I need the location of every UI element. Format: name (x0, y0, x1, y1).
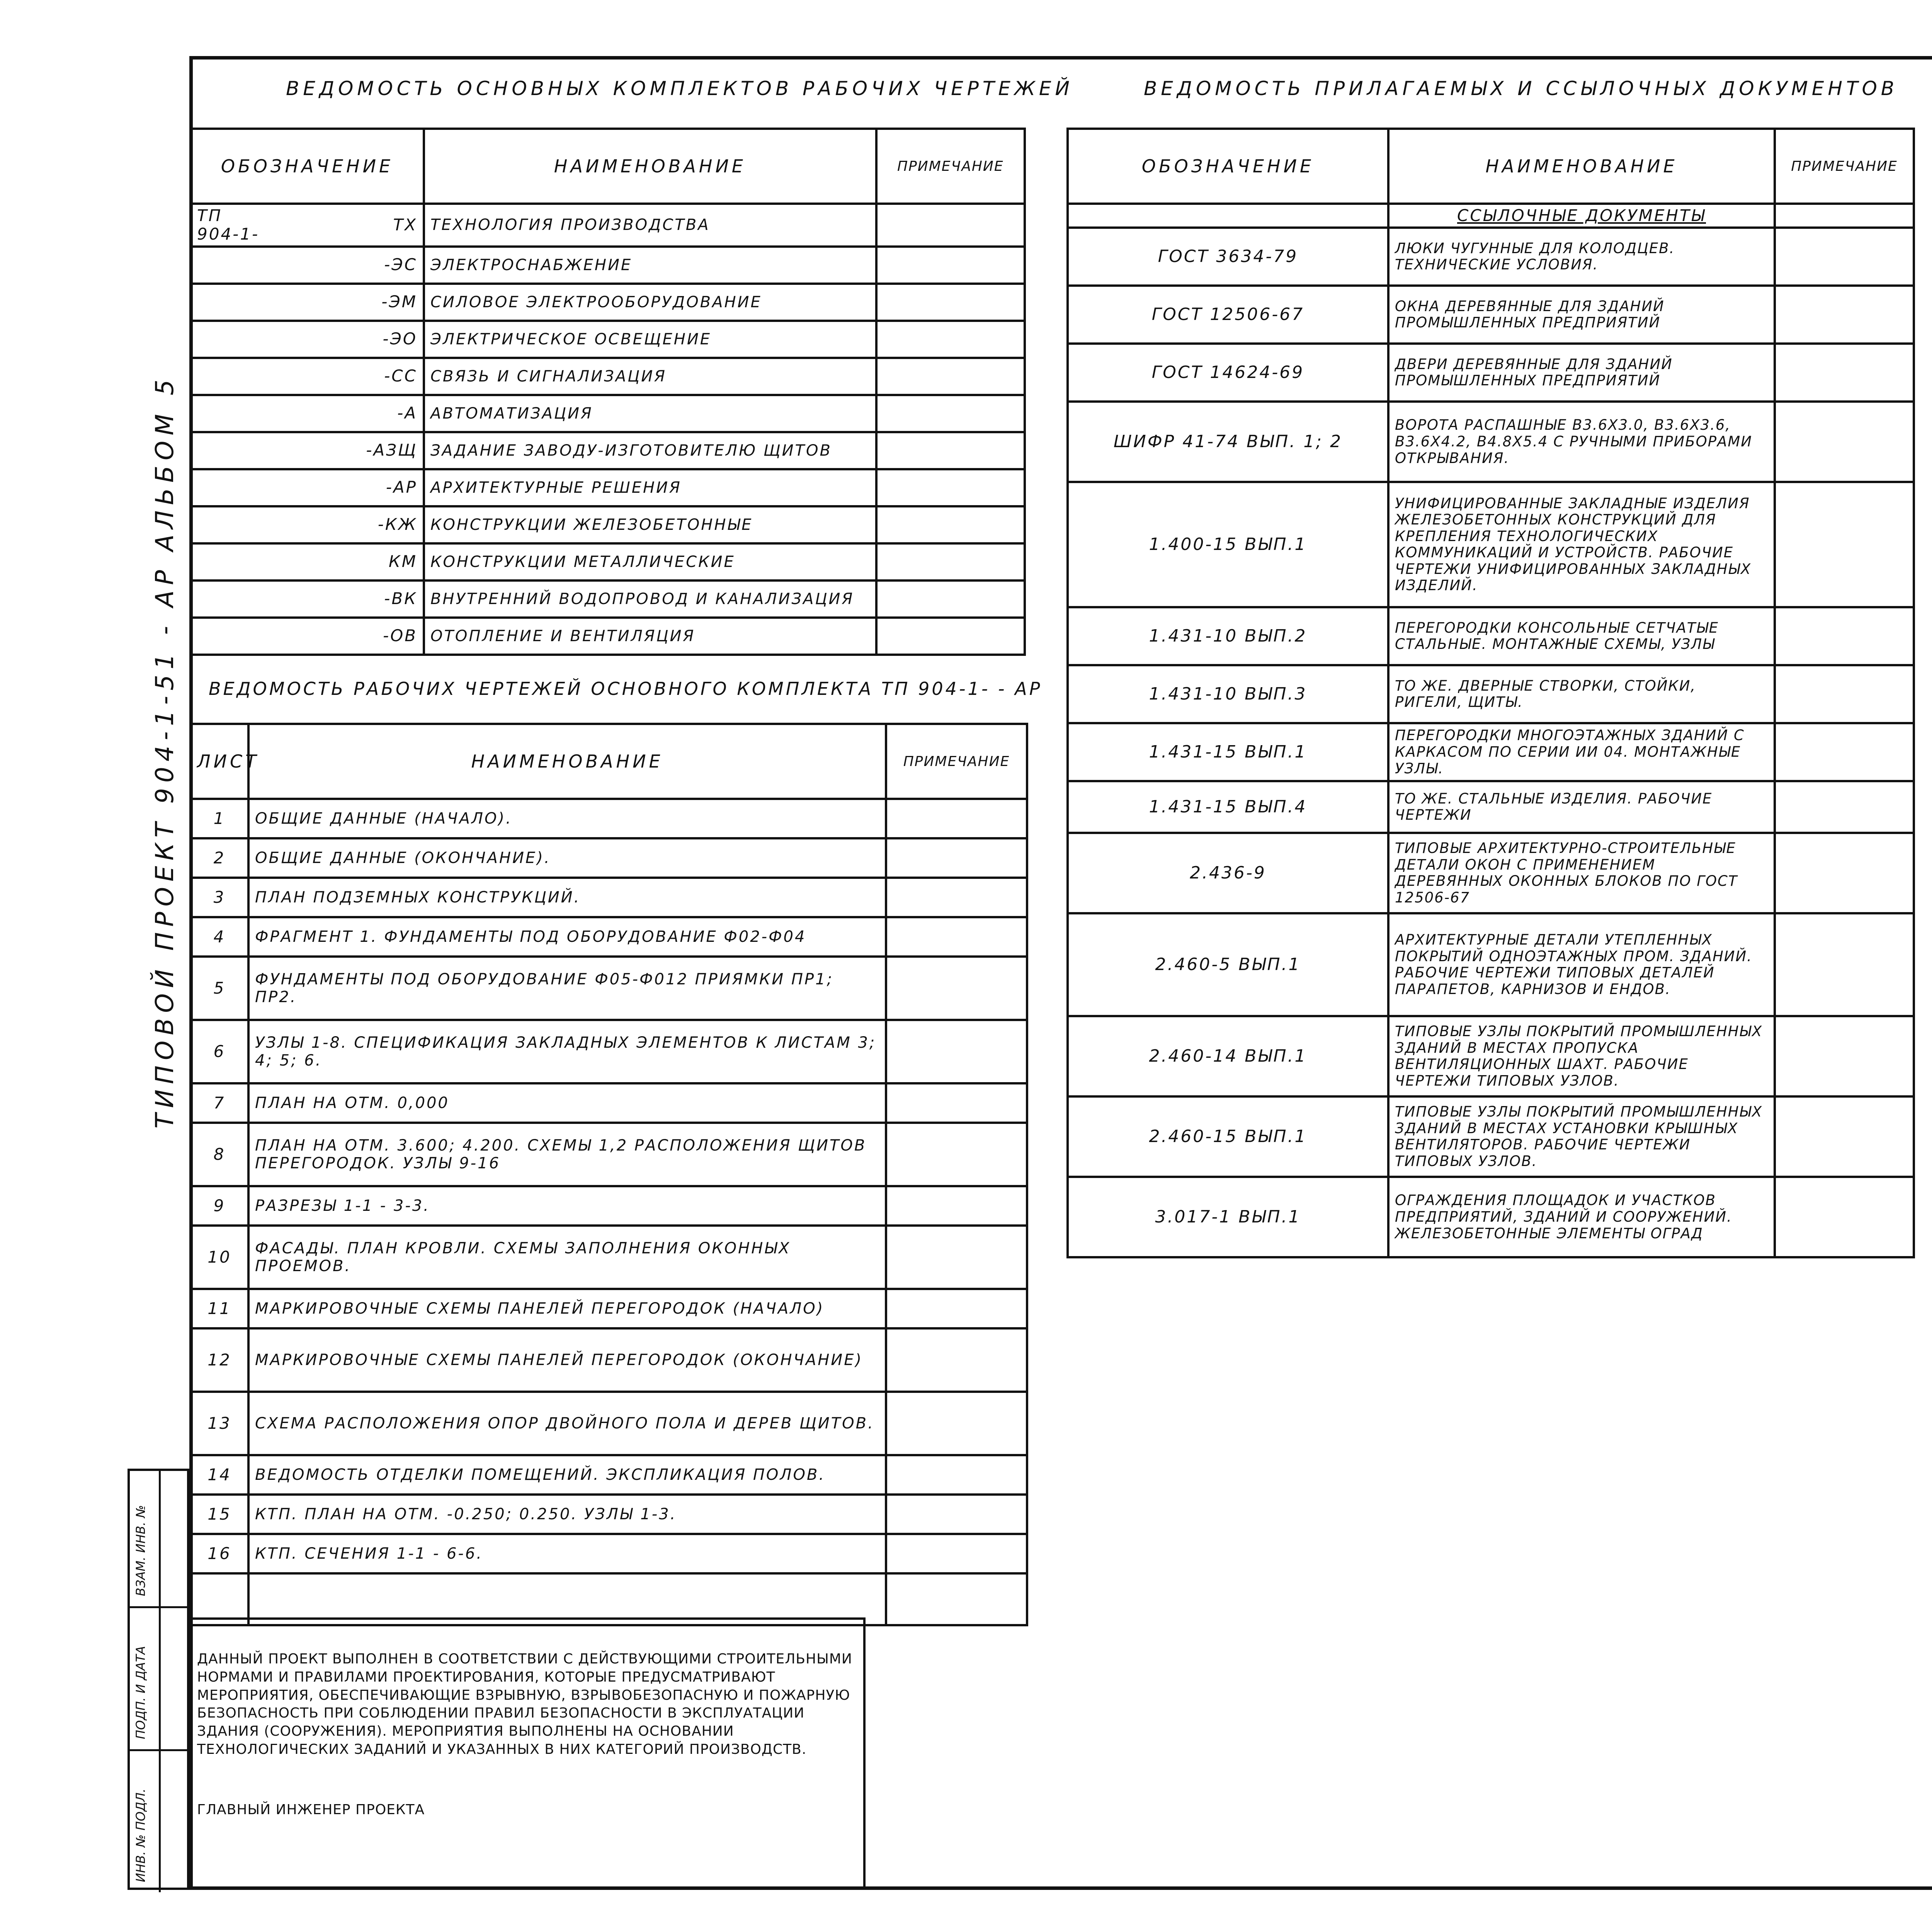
cell-note (1775, 228, 1914, 286)
cell-name: ТИПОВЫЕ УЗЛЫ ПОКРЫТИЙ ПРОМЫШЛЕННЫХ ЗДАНИЙ В МЕСТАХ УСТАНОВКИ КРЫШНЫХ ВЕНТИЛЯТОРОВ. РАБОЧИЕ ЧЕРТЕЖИ ТИПОВЫХ УЗЛОВ. (1388, 1096, 1775, 1177)
cell-name: ЭЛЕКТРОСНАБЖЕНИЕ (424, 247, 876, 284)
cell-note (1775, 665, 1914, 723)
cell-name: ПЛАН НА ОТМ. 0,000 (248, 1083, 886, 1123)
cell-note (886, 1289, 1027, 1328)
table-row (1068, 1016, 1914, 1096)
table-row (190, 395, 1025, 432)
cell-name: УЗЛЫ 1-8. СПЕЦИФИКАЦИЯ ЗАКЛАДНЫХ ЭЛЕМЕНТОВ К ЛИСТАМ 3; 4; 5; 6. (248, 1020, 886, 1083)
cell-note (1775, 1096, 1914, 1177)
cell-sheet: 6 (190, 1020, 248, 1083)
cell-code: 2.460-5 ВЫП.1 (1068, 913, 1388, 1016)
cell-suffix: -ЭМ (276, 284, 424, 321)
cell-note (1775, 344, 1914, 402)
cell-note (886, 917, 1027, 957)
cell-name: КТП. СЕЧЕНИЯ 1-1 - 6-6. (248, 1534, 886, 1573)
cell-note (876, 395, 1025, 432)
cell-code: ГОСТ 12506-67 (1068, 286, 1388, 344)
cell-note (876, 506, 1025, 543)
table-row (190, 1123, 1027, 1186)
cell-suffix: -ЭС (276, 247, 424, 284)
cell-name: ТИПОВЫЕ УЗЛЫ ПОКРЫТИЙ ПРОМЫШЛЕННЫХ ЗДАНИЙ В МЕСТАХ ПРОПУСКА ВЕНТИЛЯЦИОННЫХ ШАХТ. РАБОЧИЕ ЧЕРТЕЖИ ТИПОВЫХ УЗЛОВ. (1388, 1016, 1775, 1096)
cell-code: 2.460-15 ВЫП.1 (1068, 1096, 1388, 1177)
table-row (190, 1289, 1027, 1328)
cell-code: ГОСТ 3634-79 (1068, 228, 1388, 286)
table-row (190, 1186, 1027, 1226)
left-section-title: ВЕДОМОСТЬ ОСНОВНЫХ КОМПЛЕКТОВ РАБОЧИХ ЧЕРТЕЖЕЙ (286, 77, 1073, 100)
cell-note (1775, 482, 1914, 607)
table-row (190, 321, 1025, 358)
col-header-code: ОБОЗНАЧЕНИЕ (1068, 129, 1388, 204)
cell-code: 1.431-15 ВЫП.1 (1068, 723, 1388, 781)
cell-name: ЭЛЕКТРИЧЕСКОЕ ОСВЕЩЕНИЕ (424, 321, 876, 358)
cell-name: ФРАГМЕНТ 1. ФУНДАМЕНТЫ ПОД ОБОРУДОВАНИЕ Ф02-Ф04 (248, 917, 886, 957)
cell-name: ТО ЖЕ. ДВЕРНЫЕ СТВОРКИ, СТОЙКИ, РИГЕЛИ, ЩИТЫ. (1388, 665, 1775, 723)
cell-code: ШИФР 41-74 ВЫП. 1; 2 (1068, 402, 1388, 482)
col-header-name: НАИМЕНОВАНИЕ (248, 724, 886, 799)
table-row (1068, 228, 1914, 286)
table-row (1068, 607, 1914, 665)
cell-note (876, 247, 1025, 284)
cell-sheet: 10 (190, 1226, 248, 1289)
cell-name: ПЕРЕГОРОДКИ КОНСОЛЬНЫЕ СЕТЧАТЫЕ СТАЛЬНЫЕ. МОНТАЖНЫЕ СХЕМЫ, УЗЛЫ (1388, 607, 1775, 665)
col-header-note: ПРИМЕЧАНИЕ (876, 129, 1025, 204)
table-row (1068, 344, 1914, 402)
cell-code (190, 284, 276, 321)
cell-name: ЗАДАНИЕ ЗАВОДУ-ИЗГОТОВИТЕЛЮ ЩИТОВ (424, 432, 876, 469)
cell-sheet: 15 (190, 1495, 248, 1534)
cell-code: 2.460-14 ВЫП.1 (1068, 1016, 1388, 1096)
cell-code: 1.431-15 ВЫП.4 (1068, 781, 1388, 833)
table-row (1068, 781, 1914, 833)
cell-note (876, 469, 1025, 506)
table-row (190, 506, 1025, 543)
cell-note (886, 838, 1027, 878)
col-header-sheet: ЛИСТ (190, 724, 248, 799)
cell-code (190, 618, 276, 655)
chief-engineer-label: ГЛАВНЫЙ ИНЖЕНЕР ПРОЕКТА (197, 1802, 425, 1818)
cell-note (886, 878, 1027, 917)
cell-name: ТИПОВЫЕ АРХИТЕКТУРНО-СТРОИТЕЛЬНЫЕ ДЕТАЛИ ОКОН С ПРИМЕНЕНИЕМ ДЕРЕВЯННЫХ ОКОННЫХ БЛОКОВ ПО ГОСТ 12506-67 (1388, 833, 1775, 913)
table-row (1068, 723, 1914, 781)
table-row (190, 957, 1027, 1020)
cell-suffix: КМ (276, 543, 424, 580)
table-row (190, 1328, 1027, 1392)
cell-name: ЛЮКИ ЧУГУННЫЕ ДЛЯ КОЛОДЦЕВ. ТЕХНИЧЕСКИЕ УСЛОВИЯ. (1388, 228, 1775, 286)
cell-name: ОТОПЛЕНИЕ И ВЕНТИЛЯЦИЯ (424, 618, 876, 655)
cell-note (876, 204, 1025, 247)
project-note: ДАННЫЙ ПРОЕКТ ВЫПОЛНЕН В СООТВЕТСТВИИ С ДЕЙСТВУЮЩИМИ СТРОИТЕЛЬНЫМИ НОРМАМИ И ПРАВИЛАМИ ПРОЕКТИРОВАНИЯ, КОТОРЫЕ ПРЕДУСМАТРИВАЮТ МЕРОПРИЯТИЯ, ОБЕСПЕЧИВАЮЩИЕ ВЗРЫВНУЮ, ВЗРЫВОБЕЗОПАСНУЮ И ПОЖАРНУЮ БЕЗОПАСНОСТЬ ПРИ СОБЛЮДЕНИИ ПРАВИЛ БЕЗОПАСНОСТИ В ЭКСПЛУАТАЦИИ ЗДАНИЯ (СООРУЖЕНИЯ). МЕРОПРИЯТИЯ ВЫПОЛНЕНЫ НА ОСНОВАНИИ ТЕХНОЛОГИЧЕСКИХ ЗАДАНИЙ И УКАЗАННЫХ В НИХ КАТЕГОРИЙ ПРОИЗВОДСТВ. (197, 1651, 852, 1757)
cell-name: МАРКИРОВОЧНЫЕ СХЕМЫ ПАНЕЛЕЙ ПЕРЕГОРОДОК (НАЧАЛО) (248, 1289, 886, 1328)
table-row (190, 1226, 1027, 1289)
middle-section-title: ВЕДОМОСТЬ ПРИЛАГАЕМЫХ И ССЫЛОЧНЫХ ДОКУМЕНТОВ (1144, 77, 1898, 100)
cell-note (1775, 723, 1914, 781)
cell-note (886, 1573, 1027, 1625)
cell-name: УНИФИЦИРОВАННЫЕ ЗАКЛАДНЫЕ ИЗДЕЛИЯ ЖЕЛЕЗОБЕТОННЫХ КОНСТРУКЦИЙ ДЛЯ КРЕПЛЕНИЯ ТЕХНОЛОГИЧЕСКИХ КОММУНИКАЦИЙ И УСТРОЙСТВ. РАБОЧИЕ ЧЕРТЕЖИ УНИФИЦИРОВАННЫХ ЗАКЛАДНЫХ ИЗДЕЛИЙ. (1388, 482, 1775, 607)
referenced-docs-table (1066, 128, 1915, 1258)
cell-code (190, 247, 276, 284)
cell-note (886, 799, 1027, 838)
cell-name: ОБЩИЕ ДАННЫЕ (ОКОНЧАНИЕ). (248, 838, 886, 878)
cell-suffix: -КЖ (276, 506, 424, 543)
table-row (190, 838, 1027, 878)
cell-note (1775, 1016, 1914, 1096)
table-row (190, 1020, 1027, 1083)
cell-note (886, 1123, 1027, 1186)
table-row (190, 1392, 1027, 1455)
col-header-note: ПРИМЕЧАНИЕ (886, 724, 1027, 799)
col-header-name: НАИМЕНОВАНИЕ (424, 129, 876, 204)
table-row (190, 1083, 1027, 1123)
cell-note (1775, 286, 1914, 344)
cell-sheet: 7 (190, 1083, 248, 1123)
subheading-referenced: ССЫЛОЧНЫЕ ДОКУМЕНТЫ (1388, 204, 1775, 228)
cell-name: КОНСТРУКЦИИ МЕТАЛЛИЧЕСКИЕ (424, 543, 876, 580)
cell-sheet: 1 (190, 799, 248, 838)
table-row (190, 618, 1025, 655)
cell-sheet: 3 (190, 878, 248, 917)
drawings-table (189, 723, 1028, 1626)
cell-note (876, 580, 1025, 618)
cell-note (876, 543, 1025, 580)
cell-note (1775, 607, 1914, 665)
table-row (190, 247, 1025, 284)
table-row (190, 469, 1025, 506)
table-row (1068, 665, 1914, 723)
cell-code (190, 506, 276, 543)
col-header-code: ОБОЗНАЧЕНИЕ (190, 129, 424, 204)
table-row (190, 917, 1027, 957)
cell-note (1775, 1177, 1914, 1257)
side-label-sign: ПОДП. И ДАТА (133, 1646, 148, 1739)
cell-note (886, 1083, 1027, 1123)
cell-code: ТП 904-1- (190, 204, 276, 247)
cell-name: ДВЕРИ ДЕРЕВЯННЫЕ ДЛЯ ЗДАНИЙ ПРОМЫШЛЕННЫХ ПРЕДПРИЯТИЙ (1388, 344, 1775, 402)
table-row (190, 543, 1025, 580)
table-row (1068, 1177, 1914, 1257)
cell-note (876, 321, 1025, 358)
table-row (190, 284, 1025, 321)
cell-name: МАРКИРОВОЧНЫЕ СХЕМЫ ПАНЕЛЕЙ ПЕРЕГОРОДОК (ОКОНЧАНИЕ) (248, 1328, 886, 1392)
cell-name: СХЕМА РАСПОЛОЖЕНИЯ ОПОР ДВОЙНОГО ПОЛА И ДЕРЕВ ЩИТОВ. (248, 1392, 886, 1455)
table-row (1068, 482, 1914, 607)
cell-name: ПЕРЕГОРОДКИ МНОГОЭТАЖНЫХ ЗДАНИЙ С КАРКАСОМ ПО СЕРИИ ИИ 04. МОНТАЖНЫЕ УЗЛЫ. (1388, 723, 1775, 781)
cell-note (886, 1534, 1027, 1573)
cell-code (190, 358, 276, 395)
cell-note (886, 1226, 1027, 1289)
table-row (1068, 286, 1914, 344)
table-row (190, 1534, 1027, 1573)
cell-code (190, 543, 276, 580)
cell-code: 3.017-1 ВЫП.1 (1068, 1177, 1388, 1257)
table-row (190, 580, 1025, 618)
cell-note (886, 1328, 1027, 1392)
cell-name: СИЛОВОЕ ЭЛЕКТРООБОРУДОВАНИЕ (424, 284, 876, 321)
cell-suffix: -А (276, 395, 424, 432)
table-row (190, 432, 1025, 469)
cell-code: ГОСТ 14624-69 (1068, 344, 1388, 402)
cell-code (190, 432, 276, 469)
cell-suffix: -ВК (276, 580, 424, 618)
album-side-label: ТИПОВОЙ ПРОЕКТ 904-1-51 - АР АЛЬБОМ 5 (151, 374, 179, 1129)
cell-code (190, 395, 276, 432)
col-header-note: ПРИМЕЧАНИЕ (1775, 129, 1914, 204)
table-row (190, 204, 1025, 247)
cell-sheet: 5 (190, 957, 248, 1020)
cell-name: ПЛАН ПОДЗЕМНЫХ КОНСТРУКЦИЙ. (248, 878, 886, 917)
cell-code: 1.400-15 ВЫП.1 (1068, 482, 1388, 607)
cell-note (1775, 833, 1914, 913)
cell-name: ВОРОТА РАСПАШНЫЕ В3.6Х3.0, В3.6Х3.6, В3.6Х4.2, В4.8Х5.4 С РУЧНЫМИ ПРИБОРАМИ ОТКРЫВАНИЯ. (1388, 402, 1775, 482)
cell-sheet: 4 (190, 917, 248, 957)
cell-name: ФАСАДЫ. ПЛАН КРОВЛИ. СХЕМЫ ЗАПОЛНЕНИЯ ОКОННЫХ ПРОЕМОВ. (248, 1226, 886, 1289)
cell-name: АРХИТЕКТУРНЫЕ ДЕТАЛИ УТЕПЛЕННЫХ ПОКРЫТИЙ ОДНОЭТАЖНЫХ ПРОМ. ЗДАНИЙ. РАБОЧИЕ ЧЕРТЕЖИ ТИПОВЫХ ДЕТАЛЕЙ ПАРАПЕТОВ, КАРНИЗОВ И ЕНДОВ. (1388, 913, 1775, 1016)
cell-sheet: 12 (190, 1328, 248, 1392)
cell-name: СВЯЗЬ И СИГНАЛИЗАЦИЯ (424, 358, 876, 395)
cell-sheet: 8 (190, 1123, 248, 1186)
cell-code (190, 580, 276, 618)
cell-name: ВЕДОМОСТЬ ОТДЕЛКИ ПОМЕЩЕНИЙ. ЭКСПЛИКАЦИЯ ПОЛОВ. (248, 1455, 886, 1495)
table-row (190, 878, 1027, 917)
cell-sheet: 9 (190, 1186, 248, 1226)
table-row (1068, 402, 1914, 482)
cell-sheet: 11 (190, 1289, 248, 1328)
cell-name: ПЛАН НА ОТМ. 3.600; 4.200. СХЕМЫ 1,2 РАСПОЛОЖЕНИЯ ЩИТОВ ПЕРЕГОРОДОК. УЗЛЫ 9-16 (248, 1123, 886, 1186)
cell-name: АВТОМАТИЗАЦИЯ (424, 395, 876, 432)
cell-name: ФУНДАМЕНТЫ ПОД ОБОРУДОВАНИЕ Ф05-Ф012 ПРИЯМКИ ПР1; ПР2. (248, 957, 886, 1020)
table-row (1068, 1096, 1914, 1177)
cell-name: КТП. ПЛАН НА ОТМ. -0.250; 0.250. УЗЛЫ 1-3. (248, 1495, 886, 1534)
cell-note (886, 957, 1027, 1020)
cell-note (886, 1020, 1027, 1083)
cell-sheet: 2 (190, 838, 248, 878)
cell-suffix: -ЭО (276, 321, 424, 358)
cell-note (886, 1392, 1027, 1455)
table-row (190, 799, 1027, 838)
col-header-name: НАИМЕНОВАНИЕ (1388, 129, 1775, 204)
cell-note (886, 1455, 1027, 1495)
cell-name: КОНСТРУКЦИИ ЖЕЛЕЗОБЕТОННЫЕ (424, 506, 876, 543)
cell-code (190, 469, 276, 506)
cell-note (886, 1495, 1027, 1534)
cell-sheet: 16 (190, 1534, 248, 1573)
cell-note (1775, 781, 1914, 833)
cell-note (1775, 913, 1914, 1016)
table-row (1068, 833, 1914, 913)
cell-code: 1.431-10 ВЫП.2 (1068, 607, 1388, 665)
cell-suffix: -АЗЩ (276, 432, 424, 469)
cell-note (876, 358, 1025, 395)
cell-name: ВНУТРЕННИЙ ВОДОПРОВОД И КАНАЛИЗАЦИЯ (424, 580, 876, 618)
table-row (190, 1455, 1027, 1495)
cell-suffix: ТХ (276, 204, 424, 247)
cell-note (1775, 402, 1914, 482)
main-sets-table (189, 128, 1026, 656)
cell-name: ТЕХНОЛОГИЯ ПРОИЗВОДСТВА (424, 204, 876, 247)
table-row (190, 1495, 1027, 1534)
drawings-section-title: ВЕДОМОСТЬ РАБОЧИХ ЧЕРТЕЖЕЙ ОСНОВНОГО КОМПЛЕКТА ТП 904-1- - АР (209, 678, 1043, 699)
table-row (190, 358, 1025, 395)
side-label-inv: ИНВ. № ПОДЛ. (133, 1788, 148, 1882)
cell-name: РАЗРЕЗЫ 1-1 - 3-3. (248, 1186, 886, 1226)
cell-name: ОБЩИЕ ДАННЫЕ (НАЧАЛО). (248, 799, 886, 838)
cell-code (190, 321, 276, 358)
cell-code: 2.436-9 (1068, 833, 1388, 913)
cell-name: АРХИТЕКТУРНЫЕ РЕШЕНИЯ (424, 469, 876, 506)
cell-note (876, 432, 1025, 469)
cell-note (876, 618, 1025, 655)
cell-code: 1.431-10 ВЫП.3 (1068, 665, 1388, 723)
side-label-replace: ВЗАМ. ИНВ. № (133, 1505, 148, 1596)
cell-suffix: -СС (276, 358, 424, 395)
cell-suffix: -ОВ (276, 618, 424, 655)
cell-name: ОГРАЖДЕНИЯ ПЛОЩАДОК И УЧАСТКОВ ПРЕДПРИЯТИЙ, ЗДАНИЙ И СООРУЖЕНИЙ. ЖЕЛЕЗОБЕТОННЫЕ ЭЛЕМЕНТЫ ОГРАД (1388, 1177, 1775, 1257)
cell-name: ОКНА ДЕРЕВЯННЫЕ ДЛЯ ЗДАНИЙ ПРОМЫШЛЕННЫХ ПРЕДПРИЯТИЙ (1388, 286, 1775, 344)
cell-suffix: -АР (276, 469, 424, 506)
cell-name: ТО ЖЕ. СТАЛЬНЫЕ ИЗДЕЛИЯ. РАБОЧИЕ ЧЕРТЕЖИ (1388, 781, 1775, 833)
cell-sheet: 13 (190, 1392, 248, 1455)
table-row (1068, 913, 1914, 1016)
cell-sheet: 14 (190, 1455, 248, 1495)
cell-note (886, 1186, 1027, 1226)
cell-note (876, 284, 1025, 321)
